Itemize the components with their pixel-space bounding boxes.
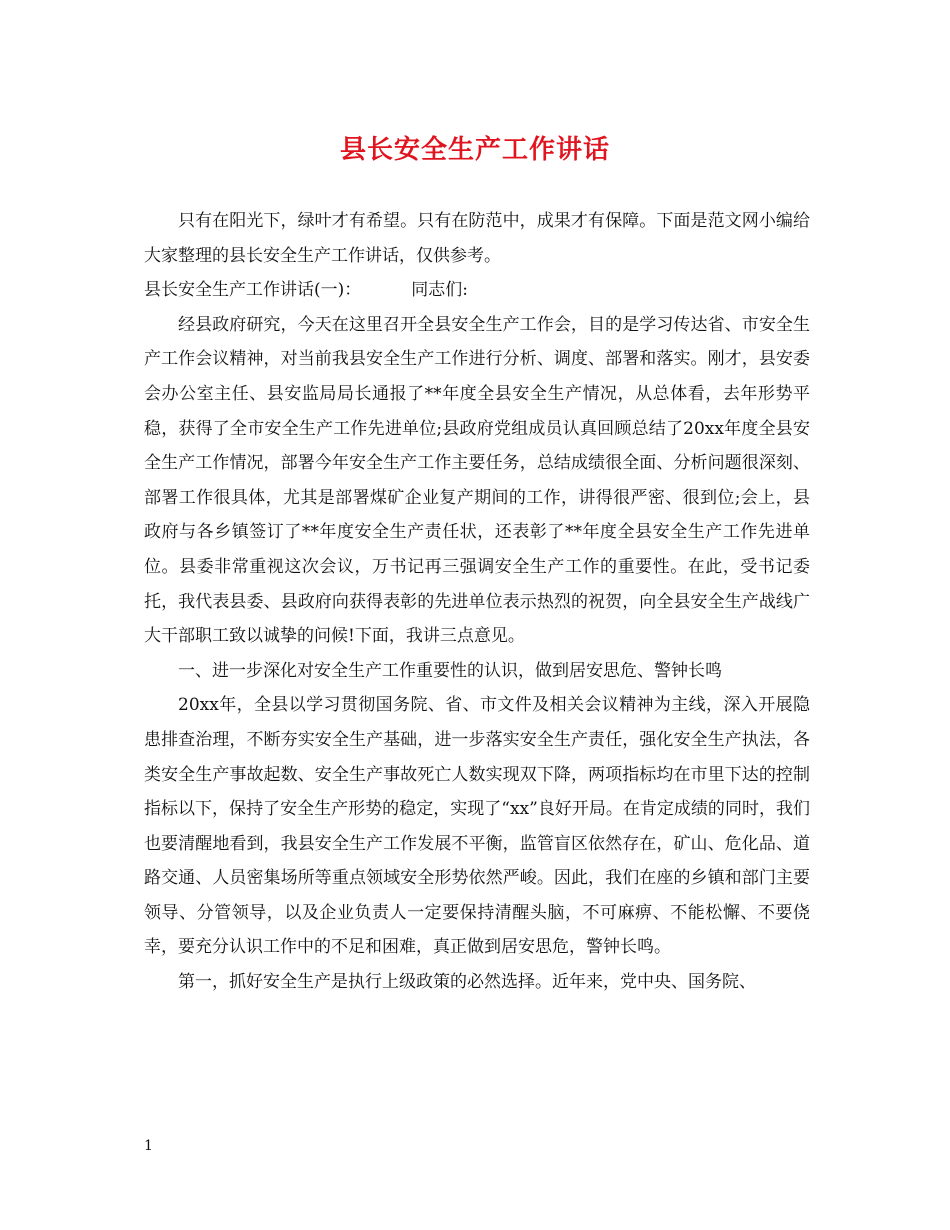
subtitle: 县长安全生产工作讲话(一)：	[144, 280, 362, 301]
document-body	[144, 204, 810, 1000]
body-paragraph: 20xx年，全县以学习贯彻国务院、省、市文件及相关会议精神为主线，深入开展隐患排查治理，不断夯实安全生产基础，进一步落实安全生产责任，强化安全生产执法，各类安全生产事故起数、安全生产事故死亡人数实现双下降，两项指标均在市里下达的控制指标以下，保持了安全生产形势的稳定，实现了“xx”良好开局。在肯定成绩的同时，我们也要清醒地看到，我县安全生产工作发展不平衡，监管盲区依然存在，矿山、危化品、道路交通、人员密集场所等重点领域安全形势依然严峻。因此，我们在座的乡镇和部门主要领导、分管领导，以及企业负责人一定要保持清醒头脑，不可麻痹、不能松懈、不要侥幸，要充分认识工作中的不足和困难，真正做到居安思危，警钟长鸣。	[144, 695, 810, 958]
body-paragraph: 经县政府研究，今天在这里召开全县安全生产工作会，目的是学习传达省、市安全生产工作会议精神，对当前我县安全生产工作进行分析、调度、部署和落实。刚才，县安委会办公室主任、县安监局局长通报了**年度全县安全生产情况，从总体看，去年形势平稳，获得了全市安全生产工作先进单位;县政府党组成员认真回顾总结了20xx年度全县安全生产工作情况，部署今年安全生产工作主要任务，总结成绩很全面、分析问题很深刻、部署工作很具体，尤其是部署煤矿企业复产期间的工作，讲得很严密、很到位;会上，县政府与各乡镇签订了**年度安全生产责任状，还表彰了**年度全县安全生产工作先进单位。县委非常重视这次会议，万书记再三强调安全生产工作的重要性。在此，受书记委托，我代表县委、县政府向获得表彰的先进单位表示热烈的祝贺，向全县安全生产战线广大干部职工致以诚挚的问候!下面，我讲三点意见。	[144, 314, 810, 647]
section-heading: 一、进一步深化对安全生产工作重要性的认识，做到居安思危、警钟长鸣	[178, 660, 722, 681]
intro-paragraph: 只有在阳光下，绿叶才有希望。只有在防范中，成果才有保障。下面是范文网小编给大家整理的县长安全生产工作讲话，仅供参考。	[144, 211, 810, 266]
body-paragraph: 第一，抓好安全生产是执行上级政策的必然选择。近年来，党中央、国务院、	[178, 972, 756, 993]
subtitle-line	[144, 273, 810, 308]
document-title: 县长安全生产工作讲话	[339, 135, 610, 165]
salutation: 同志们:	[411, 280, 468, 301]
page-number: 1	[144, 1138, 153, 1154]
